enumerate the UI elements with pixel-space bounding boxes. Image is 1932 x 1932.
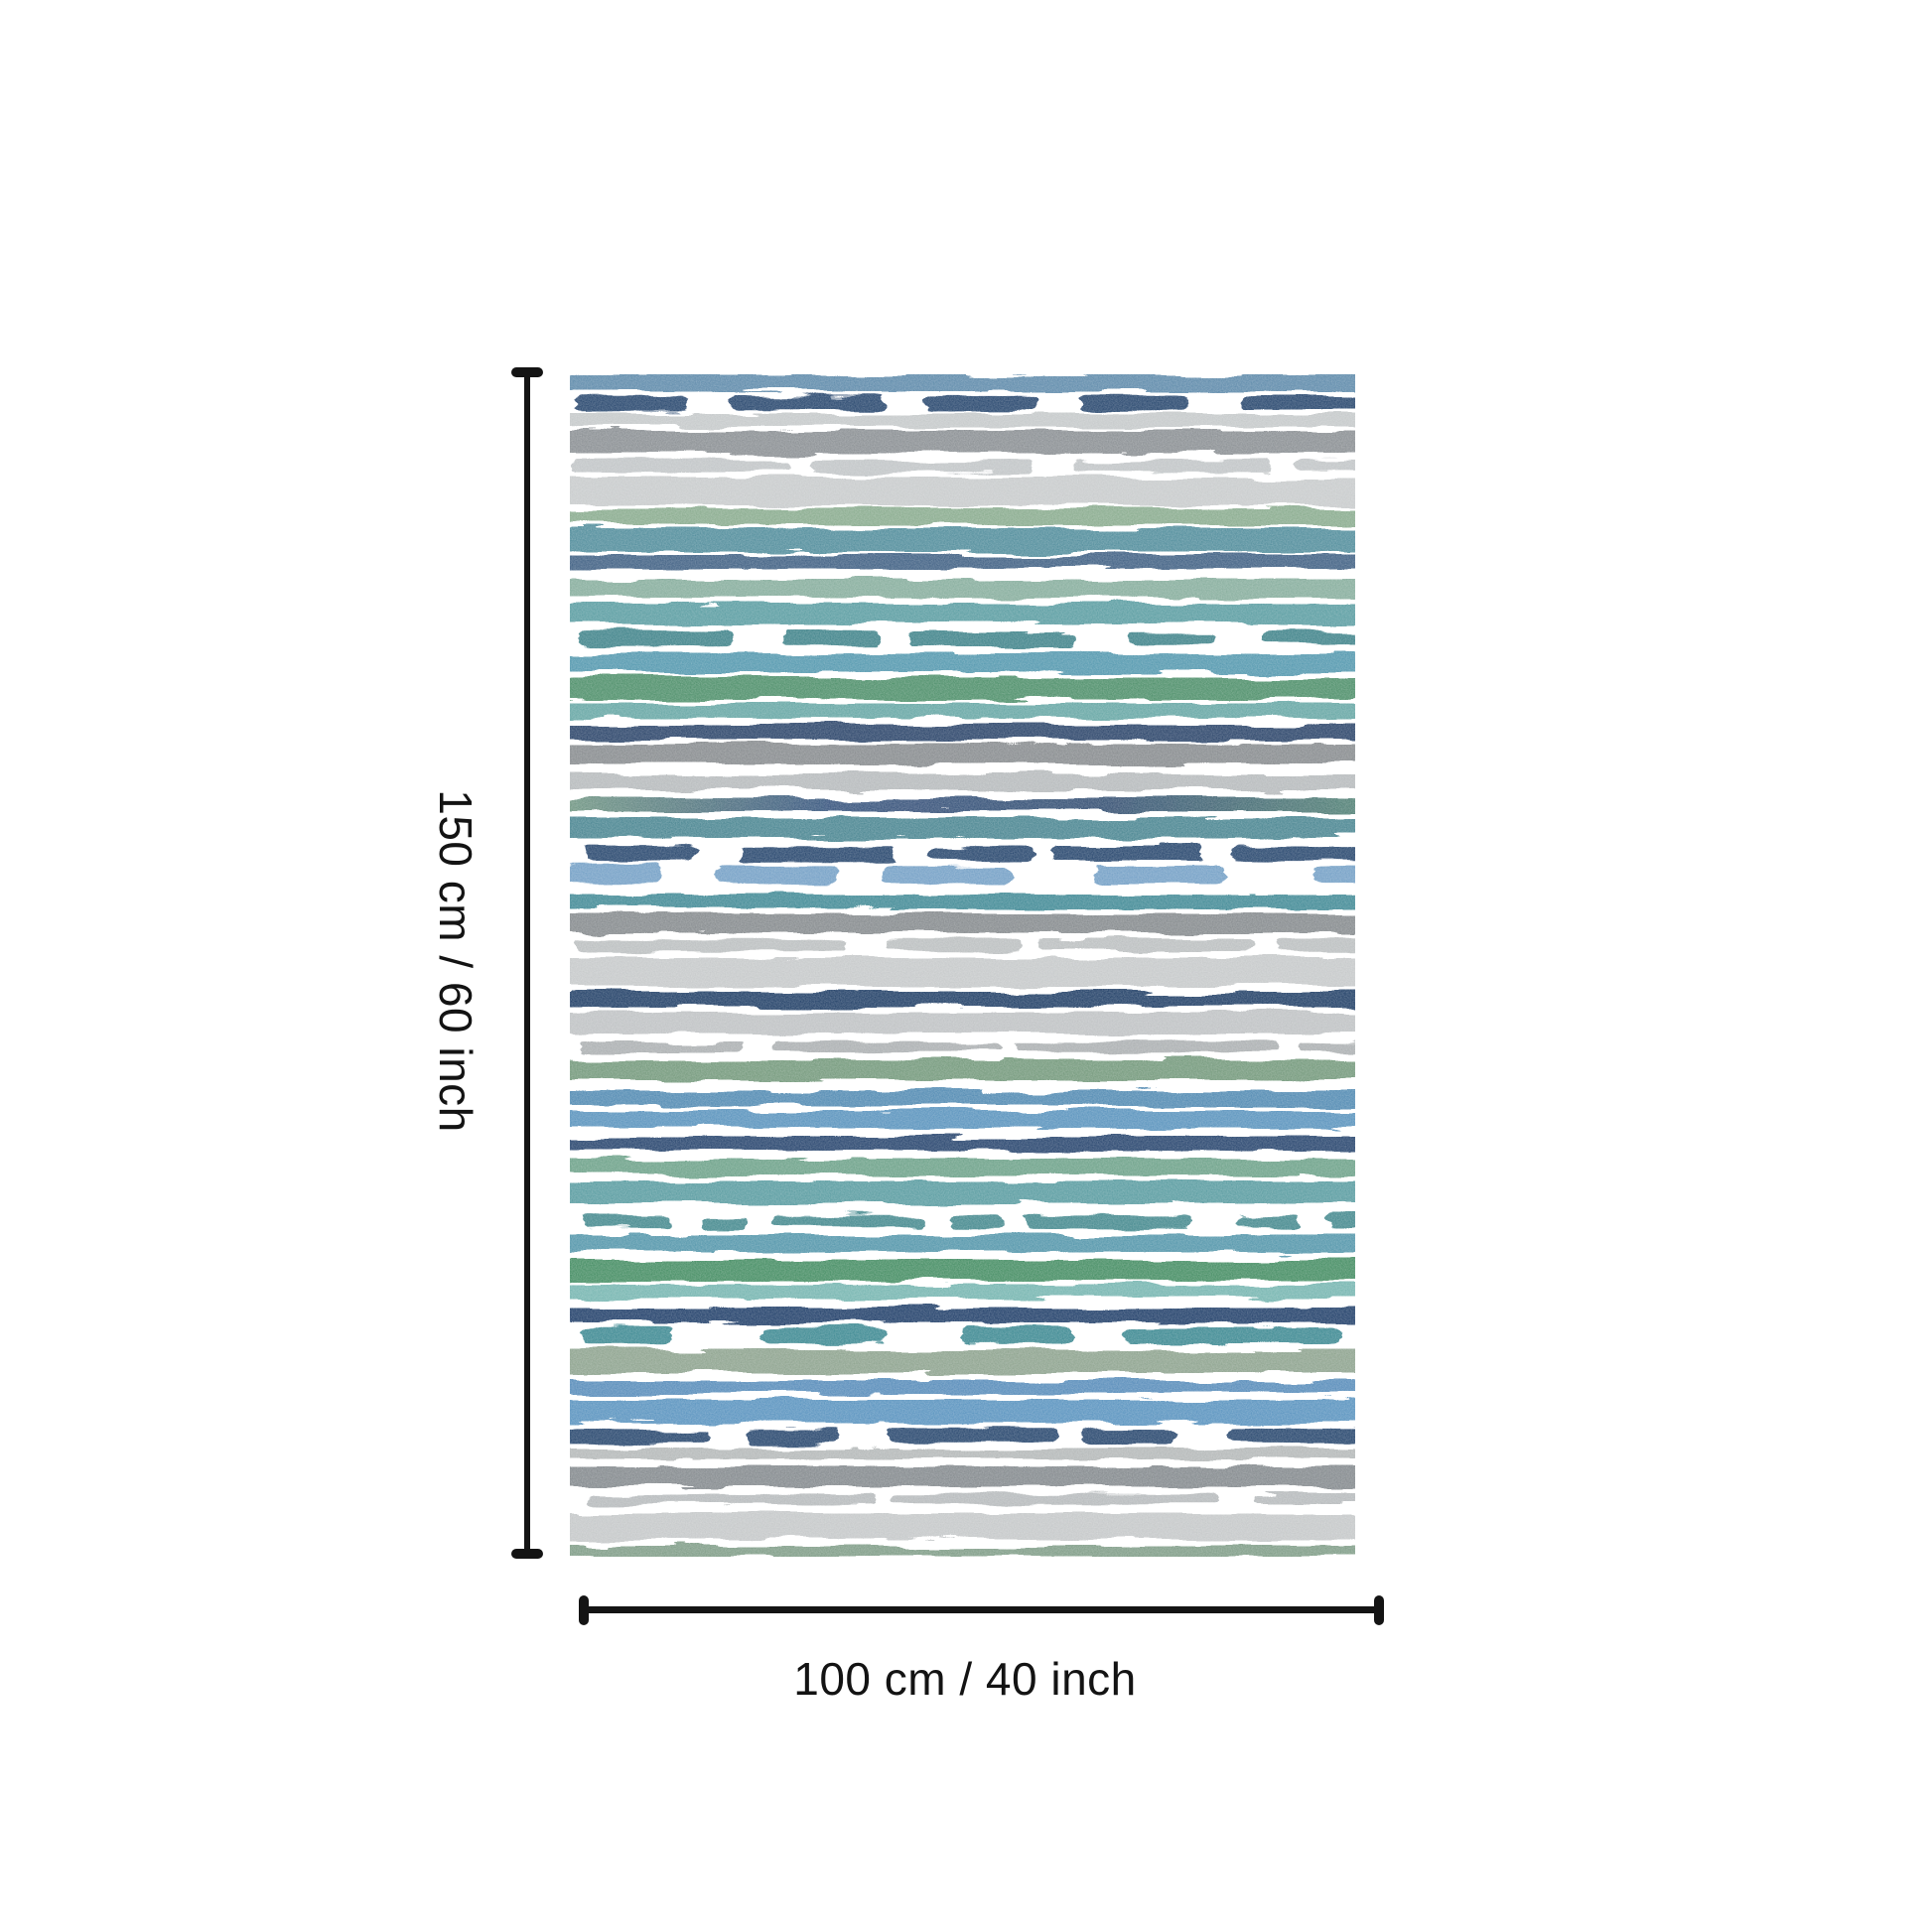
width-dimension-line (584, 1606, 1378, 1613)
width-dimension-left-cap (579, 1595, 589, 1625)
height-dimension-bottom-cap (511, 1549, 543, 1559)
width-dimension-right-cap (1374, 1595, 1384, 1625)
height-dimension-top-cap (511, 367, 543, 377)
height-dimension-label: 150 cm / 60 inch (430, 789, 482, 1133)
rug-pattern-svg (570, 374, 1355, 1557)
width-dimension-label: 100 cm / 40 inch (793, 1653, 1137, 1705)
rug-image (570, 374, 1355, 1557)
rug-texture-overlay (570, 374, 1355, 1557)
height-dimension-line (524, 372, 530, 1554)
